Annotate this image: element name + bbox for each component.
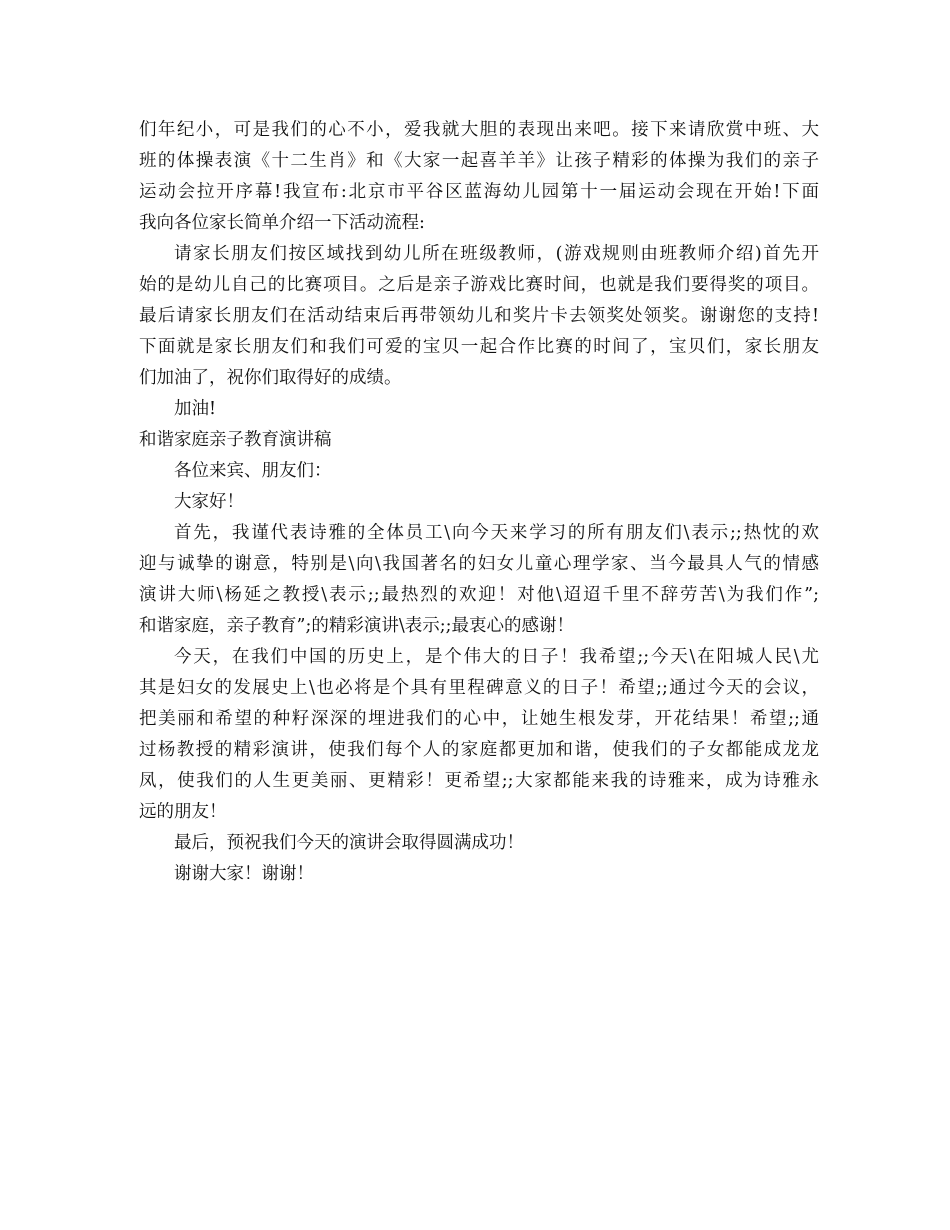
text-line: 请家长朋友们按区域找到幼儿所在班级教师，(游戏规则由班教师介绍)首先开 [174,244,819,264]
text-line: 演讲大师\杨延之教授\表示;;最热烈的欢迎！对他\迢迢千里不辞劳苦\为我们作”; [139,585,819,605]
text-line: 迎与诚挚的谢意，特别是\向\我国著名的妇女儿童心理学家、当今最具人气的情感 [139,554,819,574]
salutation: 各位来宾、朋友们： [174,461,332,481]
text-line: 班的体操表演《十二生肖》和《大家一起喜羊羊》让孩子精彩的体操为我们的亲子 [139,151,819,171]
text-line: 和谐家庭，亲子教育”;的精彩演讲\表示;;最衷心的感谢！ [139,616,575,636]
text-line: 们加油了，祝你们取得好的成绩。 [139,368,402,388]
document-body [139,115,819,890]
text-line: 最后，预祝我们今天的演讲会取得圆满成功！ [174,833,524,853]
text-line: 我向各位家长简单介绍一下活动流程: [139,213,425,233]
text-line: 们年纪小，可是我们的心不小，爱我就大胆的表现出来吧。接下来请欣赏中班、大 [139,120,819,140]
text-line: 加油! [174,399,217,419]
text-line: 把美丽和希望的种籽深深的埋进我们的心中，让她生根发芽，开花结果！希望;;通 [139,709,819,729]
text-line: 过杨教授的精彩演讲，使我们每个人的家庭都更加和谐，使我们的子女都能成龙龙 [139,740,819,760]
text-line: 最后请家长朋友们在活动结束后再带领幼儿和奖片卡去领奖处领奖。谢谢您的支持! [139,306,819,326]
text-line: 今天，在我们中国的历史上，是个伟大的日子！我希望;;今天\在阳城人民\尤 [174,647,819,667]
text-line: 始的是幼儿自己的比赛项目。之后是亲子游戏比赛时间，也就是我们要得奖的项目。 [139,275,819,295]
text-line: 首先，我谨代表诗雅的全体员工\向今天来学习的所有朋友们\表示;;热忱的欢 [174,523,819,543]
closing-line: 谢谢大家！谢谢！ [174,864,314,884]
text-line: 凤，使我们的人生更美丽、更精彩！更希望;;大家都能来我的诗雅来，成为诗雅永 [139,771,819,791]
text-line: 运动会拉开序幕!我宣布:北京市平谷区蓝海幼儿园第十一届运动会现在开始!下面 [139,182,819,202]
text-line: 下面就是家长朋友们和我们可爱的宝贝一起合作比赛的时间了，宝贝们，家长朋友 [139,337,819,357]
text-line: 远的朋友！ [139,802,227,822]
greeting: 大家好！ [174,492,244,512]
section-heading: 和谐家庭亲子教育演讲稿 [139,430,332,450]
text-line: 其是妇女的发展史上\也必将是个具有里程碑意义的日子！希望;;通过今天的会议， [139,678,819,698]
